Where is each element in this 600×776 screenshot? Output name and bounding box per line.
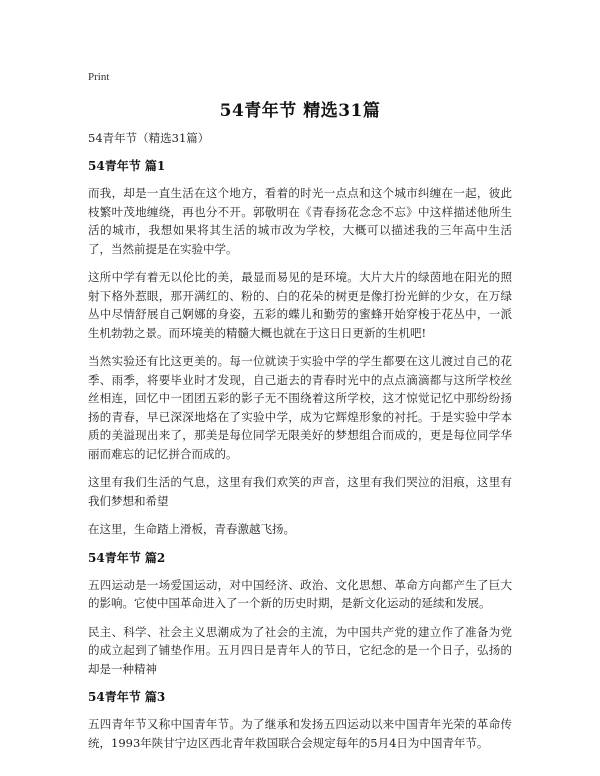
paragraph: 民主、科学、社会主义思潮成为了社会的主流，为中国共产党的建立作了准备为党的成立起到了铺垫作用。五月四日是青年人的节日，它纪念的是一个日子，弘扬的却是一种精神 <box>88 624 512 676</box>
paragraph: 这所中学有着无以伦比的美，最显而易见的是环境。大片大片的绿茵地在阳光的照射下格外惹眼，那开满红的、粉的、白的花朵的树更是像打扮光鲜的少女，在万绿丛中尽情舒展自己婀娜的身姿，五彩的蝶儿和勤劳的蜜蜂开始穿梭于花丛中，一派生机勃勃之景。而环境美的精髓大概也就在于这日日更新的生机吧! <box>88 270 512 340</box>
paragraph: 这里有我们生活的气息，这里有我们欢笑的声音，这里有我们哭泣的泪痕，这里有我们梦想和希望 <box>88 475 512 508</box>
page-title: 54青年节 精选31篇 <box>219 101 381 121</box>
section-1 <box>88 158 512 539</box>
section-heading: 54青年节 篇2 <box>88 550 166 565</box>
section-heading: 54青年节 篇1 <box>88 159 166 173</box>
paragraph: 五四运动是一场爱国运动，对中国经济、政治、文化思想、革命方向都产生了巨大的影响。它使中国革命进入了一个新的历史时期，是新文化运动的延续和发展。 <box>88 577 512 610</box>
paragraph: 在这里，生命踏上滑板，青春激越飞扬。 <box>88 522 295 536</box>
section-3 <box>88 689 512 752</box>
section-2 <box>88 550 512 679</box>
paragraph: 当然实验还有比这更美的。每一位就读于实验中学的学生都要在这儿渡过自己的花季、雨季，将要毕业时才发现，自己逝去的青春时光中的点点滴滴都与这所学校丝丝相连，回忆中一团团五彩的影子无不围绕着这所学校，这才惊觉记忆中那纷纷扬扬的青春，早已深深地烙在了实验中学，成为它辉煌形象的衬托。于是实验中学本质的美溢现出来了，那美是每位同学无限美好的梦想组合而成的，更是每位同学华丽而难忘的记忆拼合而成的。 <box>88 354 512 461</box>
print-link[interactable]: Print <box>88 71 110 83</box>
section-heading: 54青年节 篇3 <box>88 690 166 704</box>
document-subtitle: 54青年节（精选31篇） <box>88 131 210 145</box>
document-body <box>88 158 512 762</box>
paragraph: 而我，却是一直生活在这个地方，看着的时光一点点和这个城市纠缠在一起，彼此枝繁叶茂地缠绕，再也分不开。郭敬明在《青春扬花念念不忘》中这样描述他所生活的城市，我想如果将其生活的城市改为学校，大概可以描述我的三年高中生活了，当然前提是在实验中学。 <box>88 186 512 256</box>
paragraph: 五四青年节又称中国青年节。为了继承和发扬五四运动以来中国青年光荣的革命传统，1993年陕甘宁边区西北青年救国联合会规定每年的5月4日为中国青年节。 <box>88 717 512 750</box>
